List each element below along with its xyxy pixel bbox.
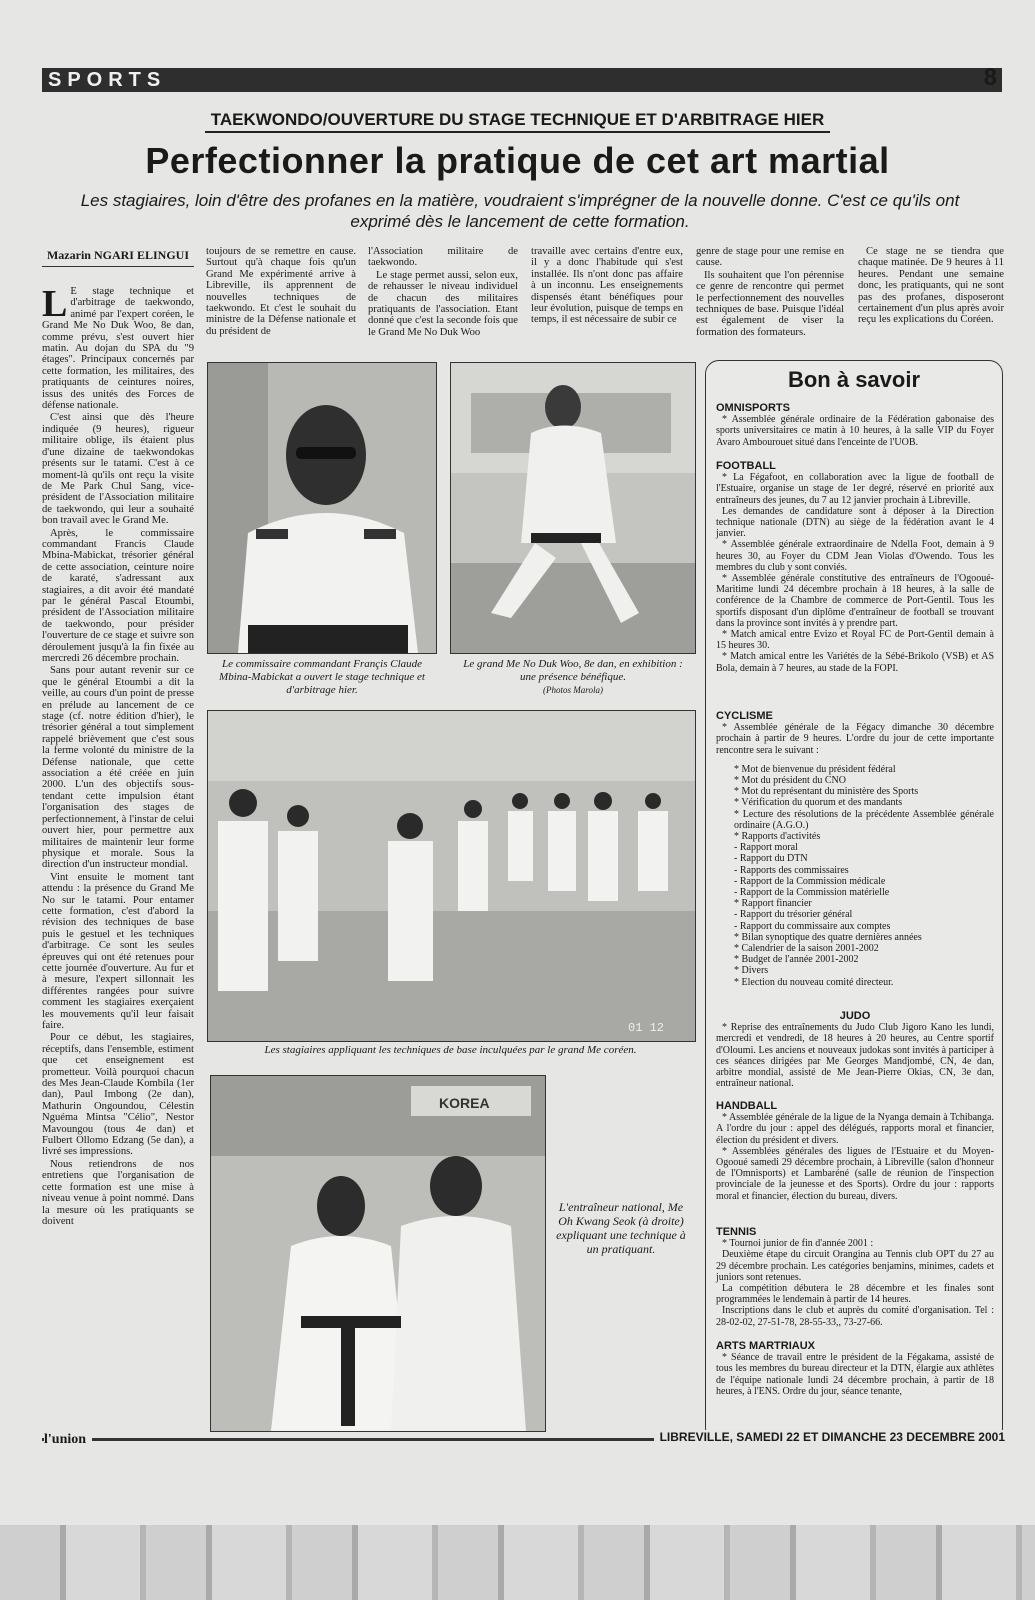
- agenda-list: [716, 764, 994, 988]
- paragraph: * Match amical entre Evizo et Royal FC de Port-Gentil demain à 15 heures 30.: [716, 629, 994, 652]
- paragraph: E stage technique et d'arbitrage de taekwondo, animé par l'expert coréen, le Grand Me No Duk Woo, 8e dan, comme prévu, s'est ouvert hier matin. Au dojan du SPA du "9 étages". Principaux concernés par cette formation, les militaires, des pratiquants de ceintures noires, issus des unités des Forces de défense nationale.: [42, 286, 194, 412]
- section-heading: JUDO: [839, 1010, 871, 1022]
- list-item: * Rapport financier: [734, 898, 812, 910]
- section-label: SPORTS: [48, 69, 167, 91]
- bon-a-savoir-box: [705, 360, 1003, 1442]
- list-item: * Mot du représentant du ministère des Sports: [734, 786, 919, 798]
- drop-cap: L: [42, 286, 68, 325]
- paragraph: Vint ensuite le moment tant attendu : la présence du Grand Me No sur le tatami. Pour entamer cette formation, c'est d'abord la révision des techniques de base puis le gestuel et les techniques d'arbitrage. Ce sont les seules épreuves qui ont été retenues pour cette journée d'ouverture. Au fur et à mesure, l'expert sillonnait les différentes rangées pour suivre comment les stagiaires exerçaient les mouvements qu'il leur faisait faire.: [42, 871, 194, 1031]
- box-title: Bon à savoir: [787, 367, 921, 392]
- section-omnisports: [716, 403, 994, 448]
- photo-commissaire: [207, 362, 437, 654]
- paragraph: Le stage permet aussi, selon eux, de rehausser le niveau individuel de chacun des militaires pratiquants de l'association. Etant donné que c'est la seconde fois que le Grand Me No Duk Woo: [368, 269, 518, 338]
- section-cyclisme: [716, 711, 994, 988]
- paragraph: * Assemblée générale de la ligue de la Nyanga demain à Tchibanga. A l'ordre du jour : appel des délégués, rapports moral et financier, élection du président et divers.: [716, 1112, 994, 1146]
- photo-trainees-image: [208, 711, 695, 1041]
- list-item: - Rapport de la Commission matérielle: [734, 887, 890, 899]
- paragraph: Sans pour autant revenir sur ce que le général Etoumbi a dit la veille, au cours d'un point de presse en prélude au lancement de ce stage (cf. notre édition d'hier), le trésorier général a tout simplement rappelé brièvement que c'est sous la ferme volonté du ministre de la Défense nationale, que cette association a été créée en juin 2000. L'un des objectifs sous-tendant cette impulsion étant l'organisation des stages de perfectionnement, à l'instar de celui ouvert hier, pour permettre aux militaires de maintenir leur forme physique et morale. Sous la direction d'un instructeur mondial.: [42, 665, 194, 871]
- paragraph: * Assemblée générale de la Fégacy dimanche 30 décembre prochain à partir de 9 heures. L'ordre du jour de cette importante rencontre sera le suivant :: [716, 722, 994, 756]
- paragraph: travaille avec certains d'entre eux, il y a donc l'habitude qui s'est installée. Ils n'ont donc pas affaire à un inconnu. Les enseignements dispensés étant bénéfiques pour leur évolution, puisque de temps en temps, il est nécessaire de subir ce: [531, 246, 683, 326]
- photo-credit: (Photos Marola): [543, 685, 603, 695]
- paragraph: Inscriptions dans le club et auprès du comité d'organisation. Tel : 28-02-02, 27-51-78, 28-55-33,, 73-27-66.: [716, 1305, 994, 1328]
- paragraph: Ce stage ne se tiendra que chaque matinée. De 9 heures à 11 heures. Pendant une semaine donc, les pratiquants, qui ne sont pas des profanes, disposeront certainement d'un plus après avoir reçu les explications du Coréen.: [858, 246, 1004, 326]
- article-deck: Les stagiaires, loin d'être des profanes en la matière, voudraient s'imprégner de la nouvelle donne. C'est ce qu'ils ont exprimé dès le lancement de cette formation.: [80, 191, 960, 231]
- paragraph: C'est ainsi que dès l'heure indiquée (9 heures), rigueur militaire oblige, ils étaient plus d'une dizaine de taekwondokas présents sur le tatami. C'est à ce moment-là qu'ils ont reçu la visite de Me Park Chul Sang, vice-président de l'Association militaire de taekwondo, qui leur a souhaité bon travail avec le Grand Me.: [42, 412, 194, 527]
- photo-coach: [210, 1075, 546, 1432]
- photo-date-stamp: 01 12: [628, 1021, 665, 1035]
- edition-date: LIBREVILLE, SAMEDI 22 ET DIMANCHE 23 DECEMBRE 2001: [654, 1430, 1005, 1444]
- list-item: - Rapport de la Commission médicale: [734, 875, 886, 887]
- list-item: * Rapports d'activités: [734, 831, 821, 843]
- background-strip: [0, 1525, 1035, 1600]
- list-item: - Rapport du commissaire aux comptes: [734, 920, 891, 932]
- list-item: * Vérification du quorum et des mandants: [734, 797, 903, 809]
- list-item: * Election du nouveau comité directeur.: [734, 976, 894, 988]
- article-column-3: [368, 246, 518, 356]
- list-item: * Bilan synoptique des quatre dernières années: [734, 931, 922, 943]
- article-column-2: [206, 246, 356, 356]
- article-headline: Perfectionner la pratique de cet art martial: [145, 140, 890, 181]
- article-column-1: [42, 286, 194, 1428]
- caption-photo-coach: L'entraîneur national, Me Oh Kwang Seok (à droite) expliquant une technique à un pratiquant.: [556, 1200, 686, 1256]
- article-column-4: [531, 246, 683, 356]
- newspaper-name: l'union: [44, 1432, 92, 1448]
- caption-photo-commissaire: Le commissaire commandant Françis Claude Mbina-Mabickat a ouvert le stage technique et d'arbitrage hier.: [219, 658, 425, 696]
- photo-trainees: [207, 710, 696, 1042]
- list-item: * Budget de l'année 2001-2002: [734, 954, 859, 966]
- paragraph: La compétition débutera le 28 décembre et les finales sont programmées le lendemain à partir de 14 heures.: [716, 1283, 994, 1306]
- article-kicker: TAEKWONDO/OUVERTURE DU STAGE TECHNIQUE ET D'ARBITRAGE HIER: [0, 110, 1035, 130]
- paragraph: * La Fégafoot, en collaboration avec la ligue de football de l'Estuaire, organise un stage de 1er degré, réservé en priorité aux entraîneurs des jeunes, du 7 au 12 janvier prochain à Libreville.: [716, 472, 994, 506]
- paragraph: genre de stage pour une remise en cause.: [696, 246, 844, 269]
- section-heading: ARTS MARTRIAUX: [716, 1340, 815, 1352]
- section-football: [716, 461, 994, 674]
- paragraph: * Reprise des entraînements du Judo Club Jigoro Kano les lundi, mercredi et vendredi, de 18 heures à 20 heures, au Centre sportif d'Oloumi. Les anciens et nouveaux judokas sont invités à participer à ces séances dirigées par Me Georges Mandjombé, CN, 4e dan, arbitre mondial, assisté de Me Jean-Pierre Okias, CN, 3e dan, entraîneur national.: [716, 1022, 994, 1090]
- paragraph: * Assemblée générale extraordinaire de Ndella Foot, demain à 9 heures 30, au Foyer du CDM Jean Violas d'Owendo. Tous les membres du club y sont conviés.: [716, 539, 994, 573]
- section-handball: [716, 1101, 994, 1202]
- section-heading: OMNISPORTS: [716, 402, 790, 414]
- section-band: [42, 68, 1002, 92]
- article-column-6: [858, 246, 1004, 356]
- list-item: * Mot du président du CNO: [734, 775, 846, 787]
- photo-grand-master-image: [451, 363, 695, 653]
- photo-grand-master: [450, 362, 696, 654]
- section-arts-martiaux: [716, 1341, 994, 1397]
- paragraph: * Assemblées générales des ligues de l'Estuaire et du Moyen-Ogooué samedi 29 décembre prochain, à Libreville (salon d'honneur de l'Omnisports) et Lambaréné (salle de réunion de l'inspection provinciale de la jeunesse et des Sports). Ordre du jour : rapports moral et financier, élection du bureau, divers.: [716, 1145, 994, 1202]
- photo-coach-image: [211, 1076, 545, 1431]
- caption-photo-grand-master: Le grand Me No Duk Woo, 8e dan, en exhibition : une présence bénéfique. (Photos Marola): [463, 658, 683, 695]
- paragraph: Pour ce début, les stagiaires, réceptifs, dans l'ensemble, estiment que cet enseignement est prometteur. Voilà pourquoi chacun des Mes Jean-Claude Kombila (1er dan), Paul Imbong (2e dan), Mathurin Ongoundou, Célestin Nguéma Mintsa "Célio", Nestor Mavoungou (tous 4e dan) et Fulbert Ollomo Edzang (5e dan), a livré ses impressions.: [42, 1032, 194, 1158]
- byline: Mazarin NGARI ELINGUI: [42, 248, 194, 267]
- list-item: - Rapport moral: [734, 842, 798, 854]
- section-tennis: [716, 1227, 994, 1328]
- list-item: - Rapport du DTN: [734, 853, 808, 865]
- paragraph: * Séance de travail entre le président de la Fégakama, assisté de tous les membres du bureau directeur et la DTN, élargie aux athlètes de l'équipe nationale lundi 24 décembre prochain, à partir de 18 heures, à l'ENS. Ordre du jour, séance tenante,: [716, 1352, 994, 1397]
- list-item: * Divers: [734, 965, 769, 977]
- paragraph: * Assemblée générale constitutive des entraîneurs de l'Ogooué-Maritime lundi 24 décembre prochain à 18 heures, à la salle de conférence de la Chambre de commerce de Port-Gentil. Tous les sportifs disposant d'un diplôme d'entraîneur de football se trouvant dans la province sont invités à y prendre part.: [716, 573, 994, 629]
- list-item: * Calendrier de la saison 2001-2002: [734, 943, 879, 955]
- paragraph: l'Association militaire de taekwondo.: [368, 246, 518, 269]
- page-number: 8: [983, 64, 997, 91]
- section-judo: [716, 1011, 994, 1089]
- caption-photo-trainees: Les stagiaires appliquant les techniques de base inculquées par le grand Me coréen.: [264, 1044, 637, 1056]
- list-item: * Lecture des résolutions de la précédente Assemblée générale ordinaire (A.G.O.): [734, 808, 994, 831]
- paragraph: Après, le commissaire commandant Francis Claude Mbina-Mabickat, trésorier général de cette association, ceinture noire de karaté, s'adressant aux stagiaires, a dit avoir été mandaté par le général Pascal Etoumbi, président de l'Association militaire de taekwondo, pour présider l'ouverture de ce stage et suivre son déroulement jusqu'à la fin fixée au mercredi 26 décembre prochain.: [42, 527, 194, 664]
- paragraph: Deuxième étape du circuit Orangina au Tennis club OPT du 27 au 29 décembre prochain. Les catégories benjamins, minimes, cadets et juniors sont retenues.: [716, 1249, 994, 1283]
- article-column-5: [696, 246, 844, 356]
- paragraph: Nous retiendrons de nos entretiens que l'organisation de cette formation est une mise à niveau venue à point nommé. Dans la mesure où les pratiquants se doivent: [42, 1158, 194, 1227]
- section-heading: TENNIS: [716, 1226, 757, 1238]
- paragraph: Les demandes de candidature sont à déposer à la Direction technique nationale (DTN) au siège de la fédération avant le 4 janvier.: [716, 505, 994, 540]
- section-heading: FOOTBALL: [716, 460, 776, 472]
- list-item: - Rapport du trésorier général: [734, 909, 853, 921]
- list-item: - Rapports des commissaires: [734, 864, 849, 876]
- section-heading: HANDBALL: [716, 1100, 778, 1112]
- section-heading: CYCLISME: [716, 710, 773, 722]
- paragraph: * Match amical entre les Variétés de la Sébé-Brikolo (VSB) et AS Bola, demain à 7 heures, au stade de la FOPI.: [716, 651, 994, 674]
- photo-korea-banner: KOREA: [439, 1095, 490, 1111]
- photo-commissaire-image: [208, 363, 436, 653]
- paragraph: Ils souhaitent que l'on pérennise ce genre de rencontre qui permet le perfectionnement des nouvelles techniques de base. Puisque l'idéal est également de viser la formation des formateurs.: [696, 269, 844, 338]
- paragraph: toujours de se remettre en cause. Surtout qu'à chaque fois qu'un Grand Me expérimenté arrive à Libreville, ils apprennent de nouvelles techniques de taekwondo. Et c'est le souhait du ministre de la Défense nationale et du président de: [206, 246, 356, 337]
- paragraph: * Tournoi junior de fin d'année 2001 :: [722, 1238, 874, 1250]
- paragraph: * Assemblée générale ordinaire de la Fédération gabonaise des sports universitaires ce matin à 10 heures, à la salle VIP du Foyer Avaro Ambourouet situé dans l'enceinte de l'UOB.: [716, 414, 994, 448]
- list-item: * Mot de bienvenue du président fédéral: [734, 763, 896, 775]
